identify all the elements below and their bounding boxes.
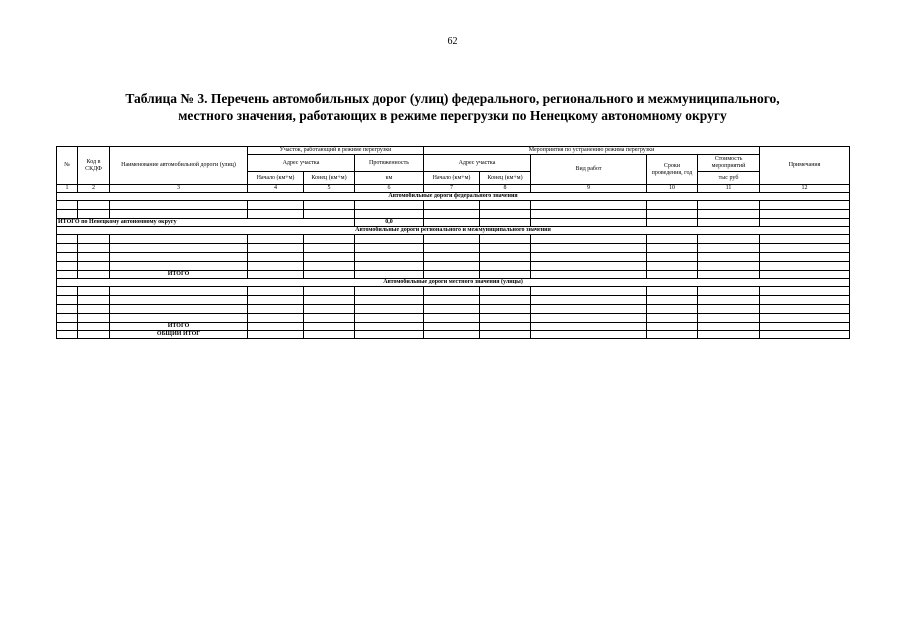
col-number: 8: [480, 185, 531, 193]
col-number: 5: [304, 185, 355, 193]
col-number: 6: [355, 185, 424, 193]
table-row: [57, 210, 850, 219]
title-line-2: местного значения, работающих в режиме перегрузки по Ненецкому автономному округу: [178, 108, 727, 123]
page-title: [60, 90, 845, 124]
header-end: Конец (км+м): [304, 172, 355, 185]
header-road-name: Наименование автомобильной дороги (улиц): [110, 147, 248, 185]
table-row: [57, 296, 850, 305]
col-number: 9: [531, 185, 647, 193]
grand-total: ОБЩИЙ ИТОГ: [110, 331, 248, 339]
regional-total: ИТОГО: [110, 271, 248, 279]
section-regional: Автомобильные дороги регионального и межмуниципального значения: [57, 227, 850, 235]
header-address-2: Адрес участка: [424, 155, 531, 172]
col-number: 2: [78, 185, 110, 193]
col-number: 4: [248, 185, 304, 193]
col-number: 10: [647, 185, 698, 193]
header-work-type: Вид работ: [531, 155, 647, 185]
header-start: Начало (км+м): [248, 172, 304, 185]
col-number: 7: [424, 185, 480, 193]
nao-total-value: 0,0: [355, 219, 424, 227]
roads-table: [56, 146, 850, 339]
table-row: [57, 287, 850, 296]
table-row: [57, 244, 850, 253]
nao-total-label: ИТОГО по Ненецкому автономному округу: [57, 219, 355, 227]
title-line-1: Таблица № 3. Перечень автомобильных дорог (улиц) федерального, регионального и межмуниципального,: [125, 91, 780, 106]
page-number: 62: [447, 36, 458, 47]
local-total: ИТОГО: [110, 323, 248, 331]
table-row: [57, 305, 850, 314]
header-note: Примечания: [760, 147, 850, 185]
header-km: км: [355, 172, 424, 185]
header-num: №: [57, 147, 78, 185]
col-number: 3: [110, 185, 248, 193]
table-row: [57, 253, 850, 262]
col-number: 12: [760, 185, 850, 193]
header-measures: Мероприятия по устранению режима перегрузки: [424, 147, 760, 155]
header-thousand-rub: тыс руб: [698, 172, 760, 185]
header-cost: Стоимость мероприятий: [698, 155, 760, 172]
section-local: Автомобильные дороги местного значения (улицы): [57, 279, 850, 287]
section-federal: Автомобильные дороги федерального значения: [57, 193, 850, 201]
table-row: [57, 235, 850, 244]
header-overloaded-section: Участок, работающий в режиме перегрузки: [248, 147, 424, 155]
header-end-2: Конец (км+м): [480, 172, 531, 185]
col-number: 11: [698, 185, 760, 193]
header-start-2: Начало (км+м): [424, 172, 480, 185]
col-number: 1: [57, 185, 78, 193]
header-length: Протяженность: [355, 155, 424, 172]
header-code: Код в СКДФ: [78, 147, 110, 185]
header-deadline: Сроки проведения, год: [647, 155, 698, 185]
table-row: [57, 201, 850, 210]
table-row: [57, 314, 850, 323]
header-address: Адрес участка: [248, 155, 355, 172]
table-row: [57, 262, 850, 271]
